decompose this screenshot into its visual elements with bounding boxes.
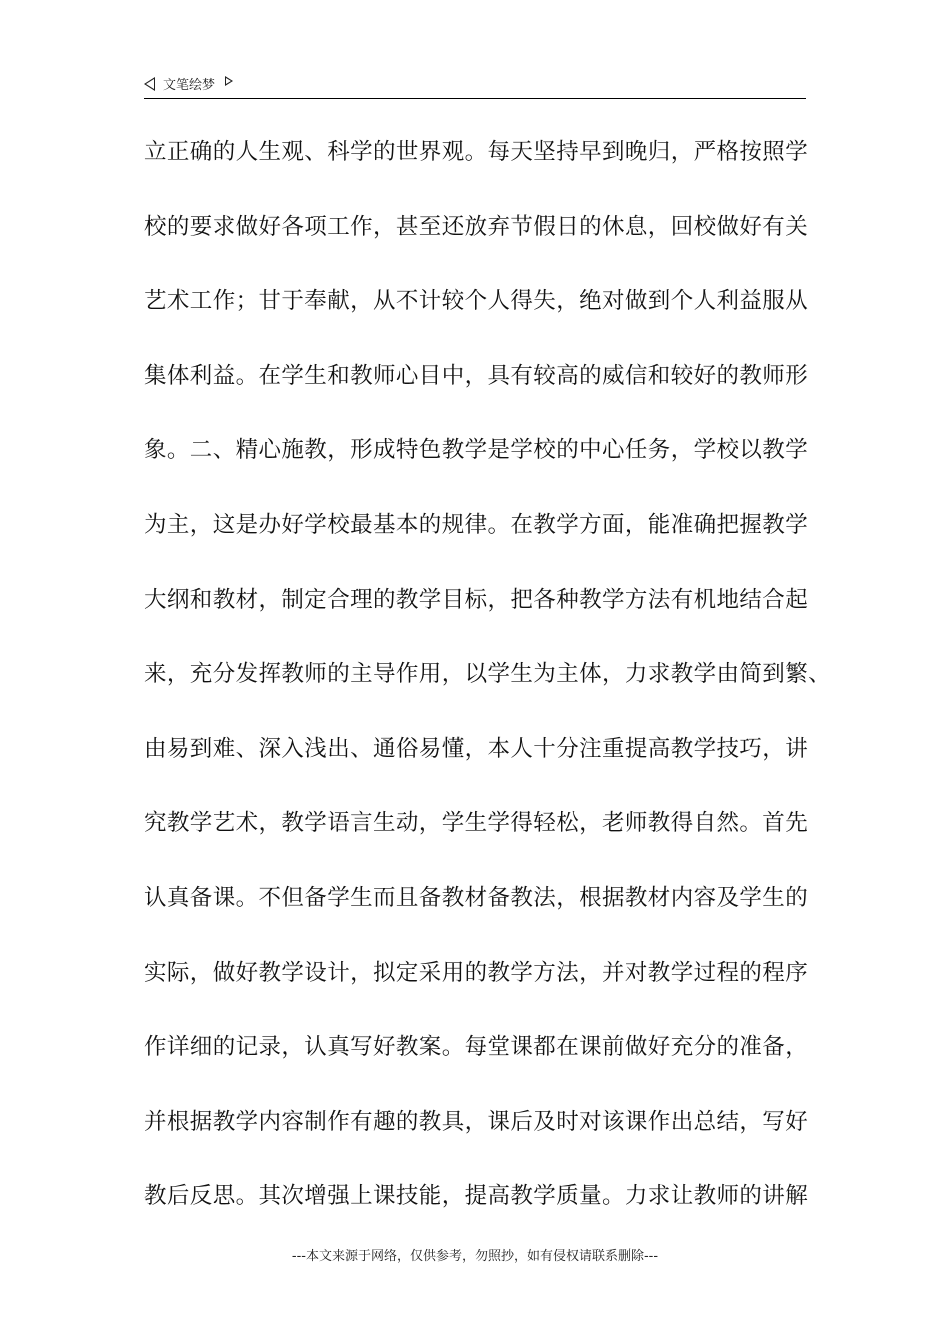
text-line: 为主，这是办好学校最基本的规律。在教学方面，能准确把握教学: [144, 511, 809, 538]
text-line: 校的要求做好各项工作，甚至还放弃节假日的休息，回校做好有关: [144, 213, 809, 240]
text-line: 并根据教学内容制作有趣的教具，课后及时对该课作出总结，写好: [144, 1108, 809, 1135]
brand-text: 文笔绘梦: [163, 78, 216, 93]
body-text: [144, 132, 844, 1251]
text-line: 来，充分发挥教师的主导作用，以学生为主体，力求教学由简到繁、: [144, 661, 832, 688]
text-line: 认真备课。不但备学生而且备教材备教法，根据教材内容及学生的: [144, 884, 809, 911]
text-line: 作详细的记录，认真写好教案。每堂课都在课前做好充分的准备，: [144, 1034, 809, 1061]
header-brand: [144, 74, 233, 93]
text-line: 究教学艺术，教学语言生动，学生学得轻松，老师教得自然。首先: [144, 810, 809, 837]
text-line: 艺术工作；甘于奉献，从不计较个人得失，绝对做到个人利益服从: [144, 288, 809, 315]
text-line: 象。二、精心施教，形成特色教学是学校的中心任务，学校以教学: [144, 437, 809, 464]
text-line: 大纲和教材，制定合理的教学目标，把各种教学方法有机地结合起: [144, 586, 809, 613]
text-line: 集体利益。在学生和教师心目中，具有较高的威信和较好的教师形: [144, 362, 809, 389]
triangle-left-icon: [144, 77, 155, 91]
page-header: [144, 74, 806, 99]
triangle-right-icon: [225, 76, 233, 86]
text-line: 教后反思。其次增强上课技能，提高教学质量。力求让教师的讲解: [144, 1183, 809, 1210]
text-line: 实际，做好教学设计，拟定采用的教学方法，并对教学过程的程序: [144, 959, 809, 986]
footer-notice: ---本文来源于网络，仅供参考，勿照抄，如有侵权请联系删除---: [291, 1249, 659, 1264]
text-line: 立正确的人生观、科学的世界观。每天坚持早到晚归，严格按照学: [144, 139, 809, 165]
text-line: 由易到难、深入浅出、通俗易懂，本人十分注重提高教学技巧，讲: [144, 735, 809, 762]
